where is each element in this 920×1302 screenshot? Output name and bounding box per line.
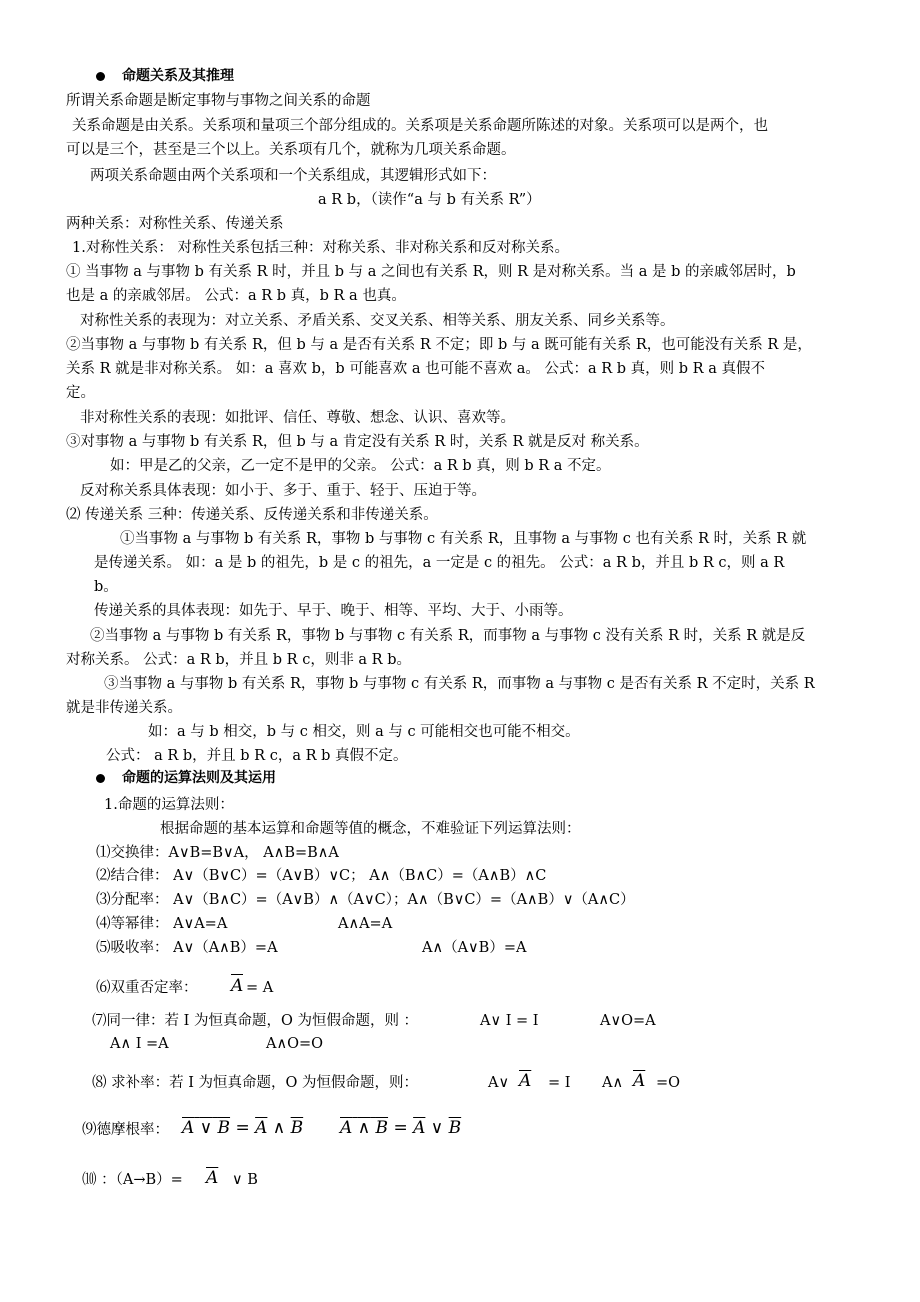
para-line: ②当事物 a 与事物 b 有关系 R，事物 b 与事物 c 有关系 R，而事物 a 与事物 c 没有关系 R 时，关系 R 就是反 [90,628,806,644]
rule-associative: ⑵结合律： A∨（B∨C）=（A∨B）∨C； A∧（B∧C）=（A∧B）∧C [96,868,547,884]
section-heading-2: 命题的运算法则及其运用 [122,770,276,786]
double-negation-result: = A [246,980,274,996]
para-line: 如：a 与 b 相交，b 与 c 相交，则 a 与 c 可能相交也可能不相交。 [148,724,580,740]
para-line: 公式： a R b，并且 b R c，a R b 真假不定。 [106,748,408,764]
para-line: 是传递关系。 如：a 是 b 的祖先，b 是 c 的祖先，a 一定是 c 的祖先。 公式：a R b，并且 b R c，则 a R [94,555,785,571]
formula-line: a R b，（读作“a 与 b 有关系 R”） [318,192,541,208]
double-negated-a: A [231,976,244,996]
rule-identity: ⑺同一律：若 I 为恒真命题，O 为恒假命题，则 ： [92,1013,419,1029]
rule-identity-and-o: A∧O=O [266,1036,324,1052]
rule-double-negation: ⑹双重否定率： [96,980,198,996]
para-line: 非对称性关系的表现：如批评、信任、尊敬、想念、认识、喜欢等。 [80,410,515,426]
para-line: 也是 a 的亲戚邻居。 公式：a R b 真，b R a 也真。 [66,288,406,304]
para-line: ⑵ 传递关系 三种：传递关系、反传递关系和非传递关系。 [66,507,438,523]
bullet-1 [96,72,105,81]
rule-identity-and-i: A∧ I =A [110,1036,169,1052]
negated-a: $\overline{A}$ [519,1071,532,1091]
para-line: 如：甲是乙的父亲，乙一定不是甲的父亲。 公式：a R b 真，则 b R a 不定。 [110,458,611,474]
para-line: ③对事物 a 与事物 b 有关系 R，但 b 与 a 肯定没有关系 R 时，关系 R 就是反对 称关系。 [66,434,649,450]
rule-absorption-and: A∧（A∨B）=A [422,940,527,956]
para-line: 关系 R 就是非对称关系。 如：a 喜欢 b，b 可能喜欢 a 也可能不喜欢 a。 公式：a R b 真，则 b R a 真假不 [66,361,765,377]
negated-a: $\overline{A}$ [633,1071,646,1091]
para-line: 对称关系。 公式：a R b，并且 b R c，则非 a R b。 [66,652,411,668]
negated-a-and-b: A ∧ B [340,1118,389,1138]
para-line: 1.命题的运算法则： [104,797,234,813]
de-morgan-formula-2: A ∧ $B = \overline{A}$ ∨ $\overline{B}$ [340,1118,462,1138]
rule-complement: ⑻ 求补率：若 I 为恒真命题，O 为恒假命题，则： [92,1075,419,1091]
para-line: ①当事物 a 与事物 b 有关系 R，事物 b 与事物 c 有关系 R，且事物 a 与事物 c 也有关系 R 时，关系 R 就 [120,531,807,547]
implication-result: ∨ B [232,1172,258,1188]
para-line: ③当事物 a 与事物 b 有关系 R，事物 b 与事物 c 有关系 R，而事物 a 与事物 c 是否有关系 R 不定时，关系 R [104,676,815,692]
para-line: 传递关系的具体表现：如先于、早于、晚于、相等、平均、大于、小雨等。 [94,603,573,619]
complement-or-result: = I [548,1075,571,1091]
de-morgan-formula-1: A ∨ $B = \overline{A}$ ∧ $\overline{B}$ [182,1118,304,1138]
bullet-2 [96,774,105,783]
para-line: 定。 [66,385,95,401]
negated-a-or-b: A ∨ B [182,1118,231,1138]
para-line: 根据命题的基本运算和命题等值的概念，不难验证下列运算法则： [160,821,581,837]
rule-identity-or-i: A∨ I = I [480,1013,539,1029]
para-line: 可以是三个，甚至是三个以上。关系项有几个，就称为几项关系命题。 [66,142,516,158]
para-line: b。 [94,579,118,595]
complement-and-result: =O [656,1075,681,1091]
negated-a: $\overline{A}$ [206,1168,219,1188]
rule-commutative: ⑴交换律：A∨B=B∨A， A∧B=B∧A [96,845,339,861]
para-line: 两种关系：对称性关系、传递关系 [66,216,284,232]
rule-distributive: ⑶分配率： A∨（B∧C）=（A∨B）∧（A∨C）；A∧（B∨C）=（A∧B）∨（A∧C） [96,892,635,908]
rule-implication: ⑽ ：（A→B）= [82,1172,183,1188]
rule-absorption: ⑸吸收率： A∨（A∧B）=A [96,940,278,956]
para-line: 就是非传递关系。 [66,700,182,716]
para-line: 所谓关系命题是断定事物与事物之间关系的命题 [66,93,371,109]
para-line: ① 当事物 a 与事物 b 有关系 R 时，并且 b 与 a 之间也有关系 R，则 R 是对称关系。当 a 是 b 的亲戚邻居时，b [66,264,796,280]
rule-identity-or-o: A∨O=A [600,1013,656,1029]
para-line: 两项关系命题由两个关系项和一个关系组成，其逻辑形式如下： [90,168,496,184]
rule-idempotent: ⑷等幂律： A∨A=A [96,916,228,932]
complement-and: A∧ [602,1075,624,1091]
rule-de-morgan: ⑼德摩根率： [82,1122,169,1138]
complement-or: A∨ [488,1075,510,1091]
rule-idempotent-and: A∧A=A [338,916,393,932]
para-line: ②当事物 a 与事物 b 有关系 R，但 b 与 a 是否有关系 R 不定；即 b 与 a 既可能有关系 R，也可能没有关系 R 是， [66,337,812,353]
para-line: 对称性关系的表现为：对立关系、矛盾关系、交叉关系、相等关系、朋友关系、同乡关系等。 [80,313,675,329]
para-line: 关系命题是由关系。关系项和量项三个部分组成的。关系项是关系命题所陈述的对象。关系项可以是两个，也 [72,118,768,134]
para-line: 1.对称性关系： 对称性关系包括三种：对称关系、非对称关系和反对称关系。 [72,240,569,256]
para-line: 反对称关系具体表现：如小于、多于、重于、轻于、压迫于等。 [80,483,486,499]
section-heading-1: 命题关系及其推理 [122,68,234,84]
